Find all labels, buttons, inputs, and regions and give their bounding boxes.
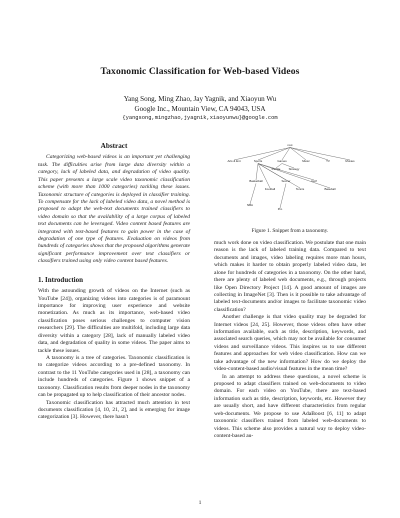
- taxonomy-node-label: Basketball: [249, 179, 263, 183]
- author-block: [0, 95, 400, 124]
- abstract-heading: Abstract: [100, 142, 128, 150]
- taxonomy-edge: [258, 164, 317, 183]
- intro-paragraph: With the astounding growth of videos on the Internet (such as YouTube [24]), organizing videos into categories is of paramount importance for improving user experience and website monetization. As much as its importance, web-based video classification poses serious challenges to computer vision researchers [29]. The difficulties are multifold, including large data diversity within a category [28], lack of manually labeled video data, and degradation of quality in some videos. The paper aims to tackle these issues.: [38, 288, 190, 354]
- introduction-heading: 1. Introduction: [38, 275, 83, 284]
- taxonomy-edge: [250, 184, 256, 205]
- abstract-text: Categorizing web-based videos is an important yet challenging task. The difficulties arise from large data diversity within a category, lack of labeled data, and degradation of video quality. This paper presents a large scale video taxonomic classification scheme (with more than 1000 categories) tackling these issues. Taxonomic structure of categories is deployed in classifier training. To compensate for the lack of labeled video data, a novel method is proposed to adapt the web-text documents trained classifiers to video domain so that the availability of a large corpus of labeled text documents can be leveraged. Video content based features are integrated with text-based features to gain power in the case of degradation of one type of features. Evaluation on videos from hundreds of categories shows that the proposed algorithms generate significant performance improvement over text classifiers or classifiers trained using only video content based features.: [38, 154, 190, 265]
- intro-paragraph: Taxonomic classification has attracted much attention in text documents classification [4, 10, 21, 2], and is emerging for image categorization [3]. However, there hasn't: [38, 399, 190, 421]
- taxonomy-node-label: Movies: [345, 159, 355, 163]
- page-number: 1: [198, 500, 202, 506]
- right-column: [214, 240, 366, 440]
- taxonomy-node-label: Football: [264, 187, 276, 191]
- taxonomy-edge: [290, 148, 350, 161]
- taxonomy-node-label: Baseball: [324, 187, 336, 191]
- intro-paragraph: A taxonomy is a tree of categories. Taxonomic classification is to categorize videos according to a pre-defined taxonomy. In contrast to the 11 YouTube categories used in [28], a taxonomy can include hundreds of categories. Figure 1 shows snippet of a taxonomy. Classification results from deeper nodes in the taxonomy can be propagated up to help classification of their ancestor nodes.: [38, 354, 190, 399]
- taxonomy-edge: [256, 164, 258, 181]
- body-paragraph: In an attempt to address these questions, a novel scheme is proposed to adapt classifiers trained on web-documents to video domain. For each video on YouTube, there are text-based information such as title, description, keywords, etc. However they are usually short, and have different characteristics from regular web-documents. We propose to use AdaBoost [6, 11] to adapt taxonomic classifiers trained from labeled web-documents to videos. This scheme also provides a natural way to deploy video-content-based au-: [214, 373, 366, 439]
- taxonomy-node-label: TV: [326, 159, 330, 163]
- taxonomy-node-label: Games: [277, 159, 287, 163]
- taxonomy-node-label: Tennis: [295, 187, 305, 191]
- body-paragraph: Another challenge is that video quality may be degraded for Internet videos [24, 25]. However, those videos often have other information available, such as title, description, keywords, and associated search queries, which may not be available for consumer videos and surveillance videos. This inspires us to use different features and approaches for web video classification. How can we take advantage of the new information? How do we deploy the video-content-based audio/visual features in the mean time?: [214, 314, 366, 373]
- taxonomy-node-label: Strategy: [288, 167, 300, 171]
- taxonomy-node-label: Sports: [253, 159, 263, 163]
- taxonomy-diagram: [214, 140, 366, 224]
- taxonomy-node-label: root: [287, 143, 293, 147]
- taxonomy-node-label: Puzzle: [271, 167, 281, 171]
- left-column: [38, 143, 190, 422]
- figure-caption: Figure 1. Snippet from a taxonomy.: [251, 228, 329, 234]
- author-affiliation: Google Inc., Mountain View, CA 94043, USA: [134, 104, 266, 113]
- taxonomy-node-label: Arts & Ent: [227, 159, 241, 163]
- taxonomy-node-label: Music: [302, 159, 310, 163]
- taxonomy-node-label: Soccer: [281, 179, 291, 183]
- taxonomy-node-label: Golf: [311, 179, 317, 183]
- paper-title: Taxonomic Classification for Web-based Videos: [100, 66, 300, 77]
- taxonomy-node-label: NBA: [247, 203, 253, 207]
- author-emails: {yangsong,mingzhao,jyagnik,xiaoyunwu}@google.com: [122, 115, 278, 122]
- taxonomy-edge: [277, 184, 286, 211]
- body-paragraph: much work done on video classification. We postulate that one main reason is the lack of labeled training data. Compared to text documents and images, video labeling requires more man hours, which makes it harder to obtain properly labeled video data, let alone for hundreds of categories in a taxonomy. On the other hand, there are plenty of labeled web documents, e.g., through projects like Open Directory Project [14]. A good amount of images are collecting in ImageNet [3]. Then is it possible to take advantage of labeled text-documents and/or images to facilitate taxonomic video classification?: [214, 240, 366, 313]
- taxonomy-node-label: Pro: [277, 207, 283, 211]
- author-names: Yang Song, Ming Zhao, Jay Yagnik, and Xiaoyun Wu: [123, 95, 277, 103]
- taxonomy-figure: [214, 140, 366, 224]
